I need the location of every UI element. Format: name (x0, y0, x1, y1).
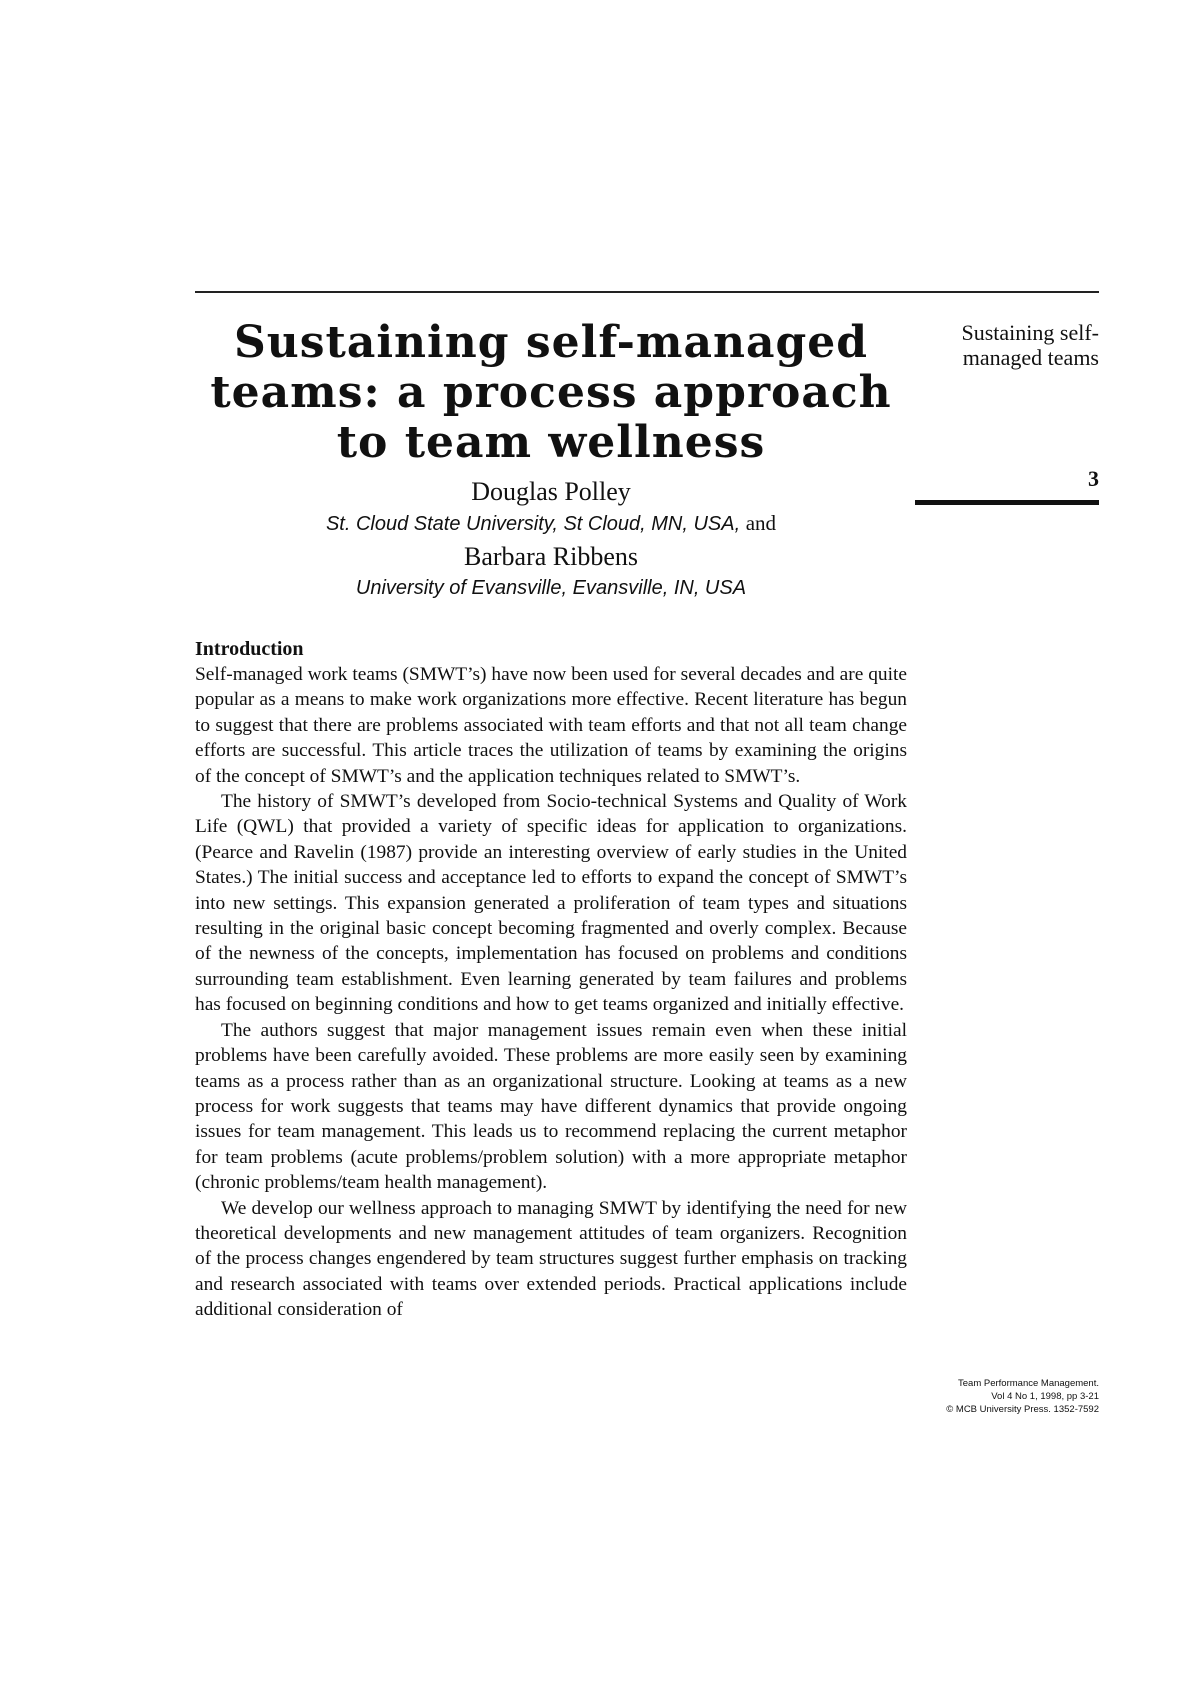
journal-name: Team Performance Management. (958, 1378, 1099, 1389)
body-paragraph: We develop our wellness approach to managing SMWT by identifying the need for new theoretical developments and new management attitudes of team organizers. Recognition of the process changes engendered by team structures suggest further emphasis on tracking and research associated with teams over extended periods. Practical applications include additional consideration of (195, 1197, 907, 1321)
affiliation-and: and (745, 511, 777, 535)
affiliation-1-text: St. Cloud State University, St Cloud, MN, USA, (325, 513, 741, 535)
affiliation-1 (195, 508, 907, 539)
journal-citation (915, 1377, 1099, 1416)
journal-copyright: © MCB University Press. 1352-7592 (946, 1404, 1099, 1415)
author-2: Barbara Ribbens (463, 542, 638, 571)
section-heading-introduction: Introduction (195, 638, 304, 660)
running-head: Sustaining self-managed teams (961, 320, 1099, 370)
body-paragraph: The history of SMWT’s developed from Socio-technical Systems and Quality of Work Life (QWL) that provided a variety of specific ideas for application to organizations. (Pearce and Ravelin (1987) provide an interesting overview of early studies in the United States.) The initial success and acceptance led to efforts to expand the concept of SMWT’s into new settings. This expansion generated a proliferation of team types and situations resulting in the original basic concept becoming fragmented and overly complex. Because of the newness of the concepts, implementation has focused on problems and conditions surrounding team establishment. Even learning generated by team failures and problems has focused on beginning conditions and how to get teams organized and initially effective. (195, 791, 907, 1016)
affiliation-2: University of Evansville, Evansville, IN, USA (355, 577, 747, 599)
article-title: Sustaining self-managed teams: a process approach to team wellness (210, 317, 892, 468)
author-1: Douglas Polley (471, 477, 631, 506)
page-number: 3 (1088, 466, 1099, 491)
main-column (195, 318, 907, 1323)
top-rule (195, 291, 1099, 293)
body-paragraph: The authors suggest that major management issues remain even when these initial problems have been carefully avoided. These problems are more easily seen by examining teams as a process rather than as an organizational structure. Looking at teams as a new process for work suggests that teams may have different dynamics that provide ongoing issues for team management. This leads us to recommend replacing the current metaphor for team problems (acute problems/problem solution) with a more appropriate metaphor (chronic problems/team health management). (195, 1019, 907, 1194)
body-paragraph: Self-managed work teams (SMWT’s) have now been used for several decades and are quite popular as a means to make work organizations more effective. Recent literature has begun to suggest that there are problems associated with team efforts and that not all team change efforts are successful. This article traces the utilization of teams by examining the origins of the concept of SMWT’s and the application techniques related to SMWT’s. (195, 664, 907, 787)
journal-volume: Vol 4 No 1, 1998, pp 3-21 (991, 1391, 1099, 1402)
page-number-rule (915, 500, 1099, 505)
